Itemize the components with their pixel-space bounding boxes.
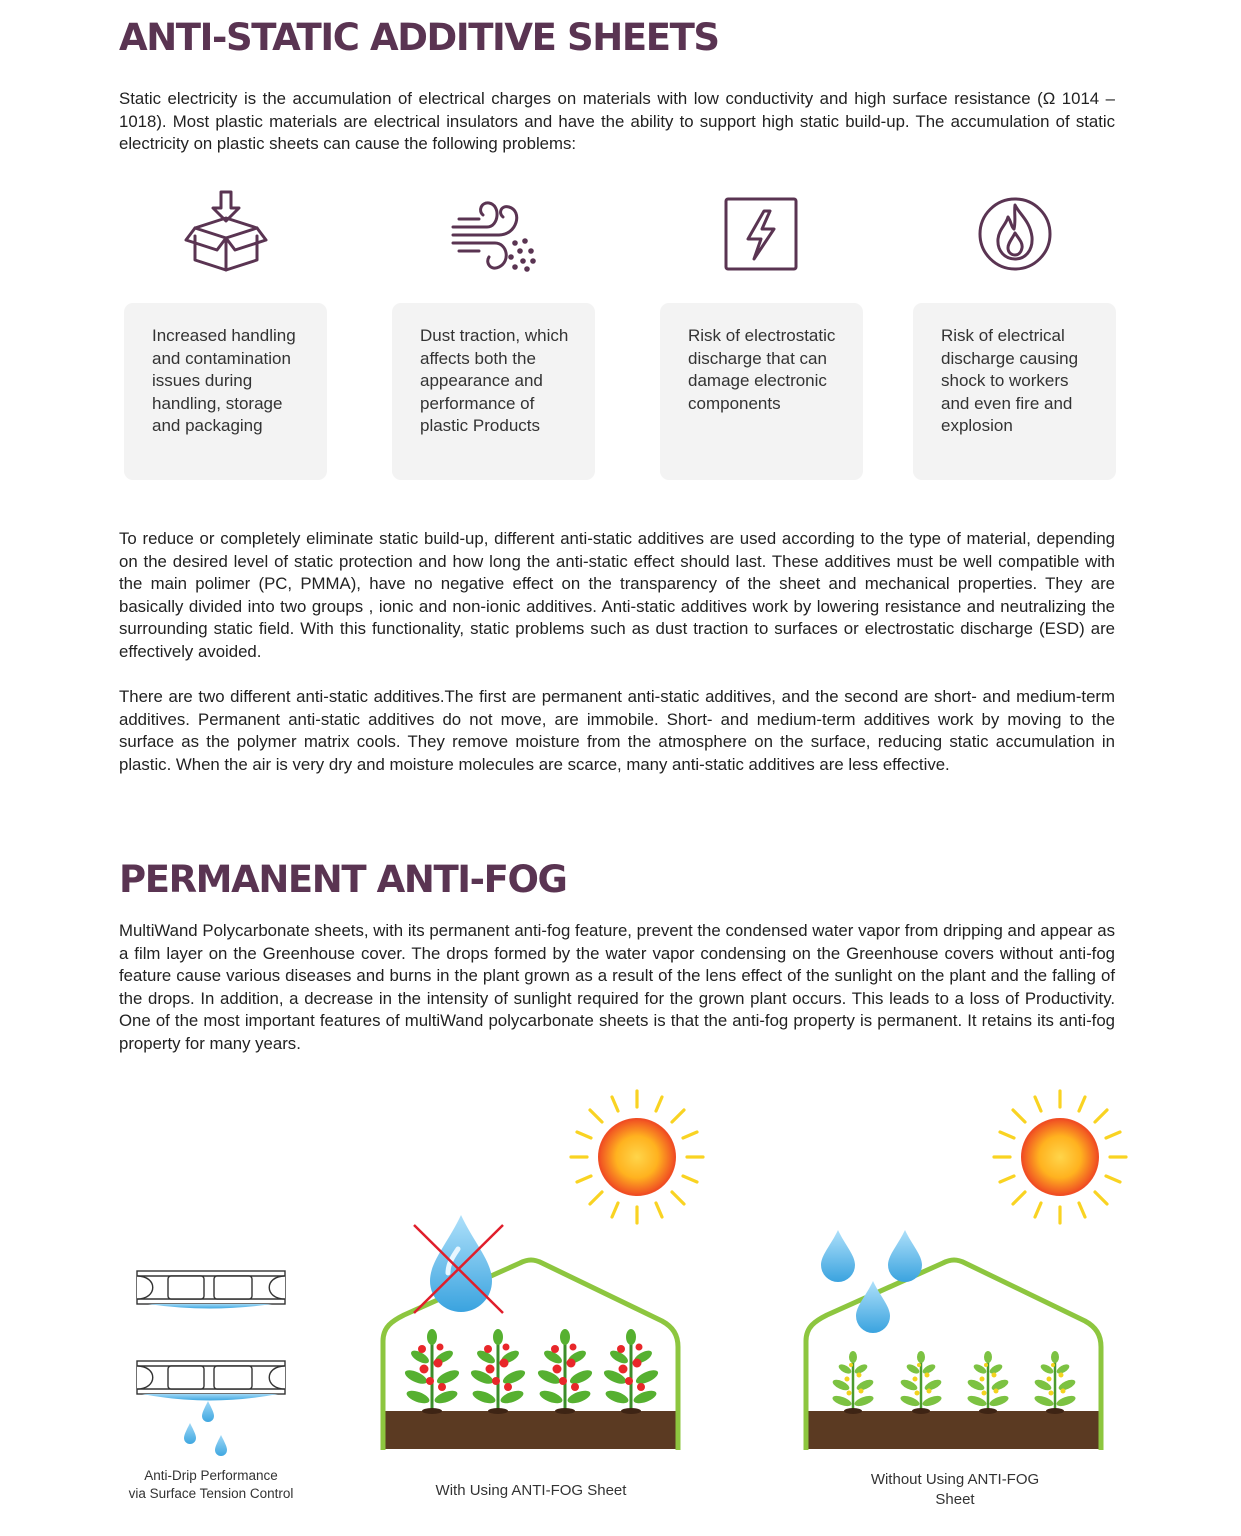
caption-with-antifog: With Using ANTI-FOG Sheet [435, 1482, 627, 1499]
panel-with-film [137, 1271, 285, 1304]
lightning-box-icon [716, 189, 806, 279]
water-drop-icon [202, 1401, 214, 1422]
sun-icon [571, 1091, 703, 1223]
caption-antidrip [110, 1467, 312, 1503]
problem-card-shock [913, 303, 1116, 480]
panel-with-drops [137, 1361, 285, 1394]
caption-without-line1: Without Using ANTI-FOG [870, 1471, 1040, 1488]
problem-card-text: Risk of electrical discharge causing shock to workers and even fire and explosion [941, 326, 1079, 436]
caption-antidrip-line2: via Surface Tension Control [128, 1486, 294, 1501]
antistatic-body-1: To reduce or completely eliminate static build-up, different anti-static additives are used according to the type of material, depending on the desired level of static protection and how long the anti-static effect should last. These additives must be well compatible with the main polimer (PC, PMMA), have no negative effect on the transparency of the sheet and mechanical properties. They are basically divided into two groups , ionic and non-ionic additives. Anti-static additives work by lowering resistance and neutralizing the surrounding static field. With this functionality, static problems such as dust traction to surfaces or electrostatic discharge (ESD) are effectively avoided. [119, 529, 1115, 661]
antidrip-diagram [130, 1265, 295, 1465]
fire-circle-icon [970, 189, 1060, 279]
weak-plants [831, 1351, 1077, 1414]
open-box-icon [181, 188, 271, 278]
caption-antidrip-line1: Anti-Drip Performance [144, 1468, 278, 1483]
antistatic-intro: Static electricity is the accumulation of electrical charges on materials with low conductivity and high surface resistance (Ω 1014 – 1018). Most plastic materials are electrical insulators and have the ability to support high static build-up. The accumulation of static electricity on plastic sheets can cause the following problems: [119, 89, 1115, 154]
sun-icon [994, 1091, 1126, 1223]
falling-drops [821, 1230, 922, 1333]
problem-card-esd [660, 303, 863, 480]
caption-without-line2: Sheet [935, 1491, 975, 1508]
soil [385, 1411, 677, 1449]
caption-without-antifog [835, 1470, 1075, 1510]
water-film [148, 1304, 272, 1309]
wind-dust-icon [449, 191, 539, 281]
problem-card-handling [124, 303, 327, 480]
crossed-drop-icon [414, 1215, 503, 1313]
greenhouse-without-antifog [793, 1085, 1133, 1460]
antistatic-heading: ANTI-STATIC ADDITIVE SHEETS [119, 16, 719, 59]
problem-card-text: Risk of electrostatic discharge that can damage electronic components [688, 326, 836, 413]
tomato-plants [403, 1329, 660, 1414]
problem-card-text: Dust traction, which affects both the appearance and performance of plastic Products [420, 326, 569, 436]
problem-card-text: Increased handling and contamination issues during handling, storage and packaging [152, 326, 296, 436]
greenhouse-with-antifog [370, 1085, 710, 1460]
water-drop-icon [215, 1435, 227, 1456]
antifog-heading: PERMANENT ANTI-FOG [119, 858, 567, 901]
antifog-body: MultiWand Polycarbonate sheets, with its permanent anti-fog feature, prevent the condensed water vapor from dripping and appear as a film layer on the Greenhouse cover. The drops formed by the water vapor condensing on the Greenhouse covers without anti-fog feature cause various diseases and burns in the plant grown as a result of the lens effect of the sunlight on the plant and the falling of the drops. In addition, a decrease in the intensity of sunlight required for the grown plant occurs. This leads to a loss of Productivity. One of the most important features of multiWand polycarbonate sheets is that the anti-fog property is permanent. It retains its anti-fog property for many years. [119, 921, 1115, 1053]
problem-card-dust [392, 303, 595, 480]
water-drop-icon [184, 1423, 196, 1444]
antistatic-body-2: There are two different anti-static additives.The first are permanent anti-static additives, and the second are short- and medium-term additives. Permanent anti-static additives do not move, are immobile. Short- and medium-term additives work by moving to the surface as the polymer matrix cools. They remove moisture from the atmosphere on the surface, reducing static accumulation in plastic. When the air is very dry and moisture molecules are scarce, many anti-static additives are less effective. [119, 687, 1115, 774]
soil [808, 1411, 1100, 1449]
